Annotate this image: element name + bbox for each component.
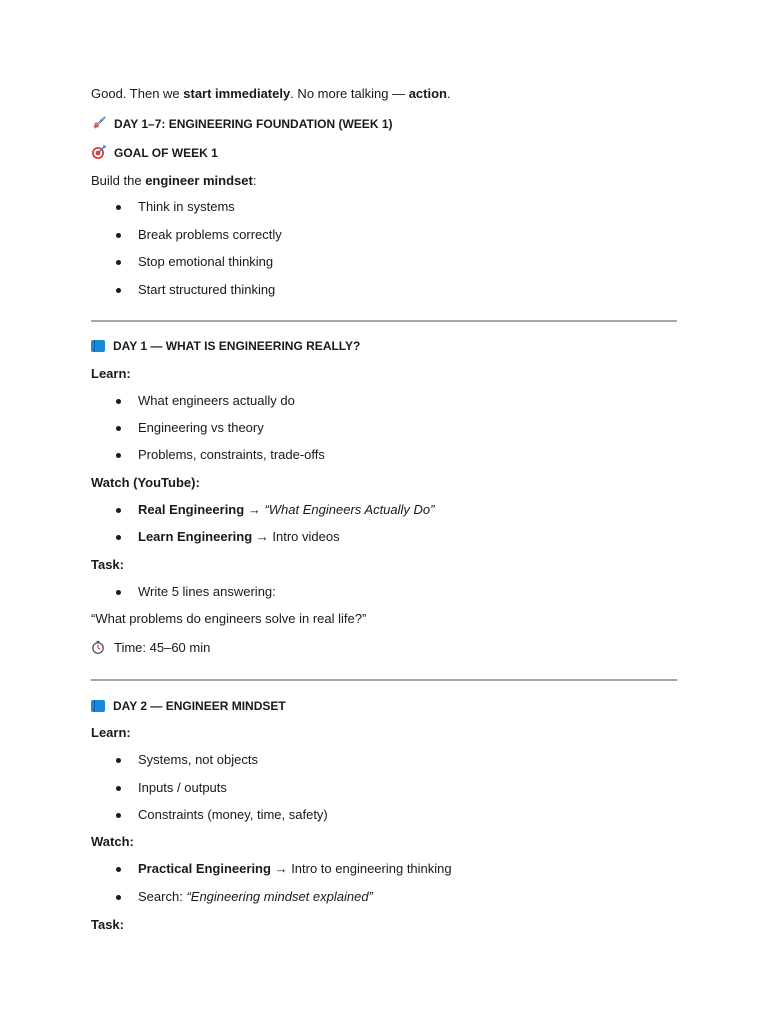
list-item: Think in systems [138,199,235,214]
list-item: Break problems correctly [138,227,282,242]
list-item: Start structured thinking [138,282,276,297]
list-item [138,529,340,545]
list-item: Engineering vs theory [138,420,264,435]
search-label: Search: [138,889,183,904]
build-text: : [252,173,257,188]
day1-task-label: Task: [91,557,124,572]
video-title: Intro to engineering thinking [291,861,452,876]
list-item: Stop emotional thinking [138,254,274,269]
list-item: What engineers actually do [138,393,295,408]
intro-text: Good. Then we [91,86,184,101]
day2-heading [91,698,286,714]
channel-name: Learn Engineering [138,529,253,544]
list-item [138,861,452,877]
build-text: Build the [91,173,146,188]
goal-heading [91,145,218,161]
channel-name: Real Engineering [138,502,245,517]
intro-emphasis: start immediately [183,86,291,101]
list-item [138,502,434,518]
book-icon [91,700,105,712]
time-text: Time: 45–60 min [114,640,211,655]
intro-text: . No more talking — [290,86,409,101]
video-title: Intro videos [272,529,340,544]
intro-emphasis: action [408,86,447,101]
video-title: “What Engineers Actually Do” [264,502,435,517]
list-item: Write 5 lines answering: [138,584,276,599]
time-line [91,640,210,656]
channel-name: Practical Engineering [138,861,271,876]
arrow-icon: → [274,861,288,876]
list-item: Inputs / outputs [138,780,227,795]
day1-heading [91,338,360,354]
day2-title: DAY 2 — ENGINEER MINDSET [113,699,286,713]
arrow-icon: → [247,502,261,517]
day1-learn-label: Learn: [91,366,131,381]
list-item: Constraints (money, time, safety) [138,807,328,822]
list-item [138,889,373,905]
build-line [91,173,256,189]
intro-line [91,86,451,102]
week1-title: DAY 1–7: ENGINEERING FOUNDATION (WEEK 1) [114,117,393,131]
intro-text: . [447,86,451,101]
arrow-icon: → [255,529,269,544]
divider [91,320,677,322]
rocket-icon [91,116,107,130]
list-item: Problems, constraints, trade-offs [138,447,325,462]
divider [91,679,677,681]
day2-task-label: Task: [91,917,124,932]
week1-heading [91,116,392,132]
day2-learn-label: Learn: [91,725,131,740]
search-query: “Engineering mindset explained” [186,889,373,904]
day1-title: DAY 1 — WHAT IS ENGINEERING REALLY? [113,339,361,353]
build-emphasis: engineer mindset [145,173,253,188]
goal-title: GOAL OF WEEK 1 [114,146,218,160]
list-item: Systems, not objects [138,752,258,767]
stopwatch-icon [91,640,107,654]
book-icon [91,340,105,352]
target-icon [91,145,107,159]
day1-watch-label: Watch (YouTube): [91,475,200,490]
task-quote: “What problems do engineers solve in real life?” [91,611,367,626]
day2-watch-label: Watch: [91,834,134,849]
